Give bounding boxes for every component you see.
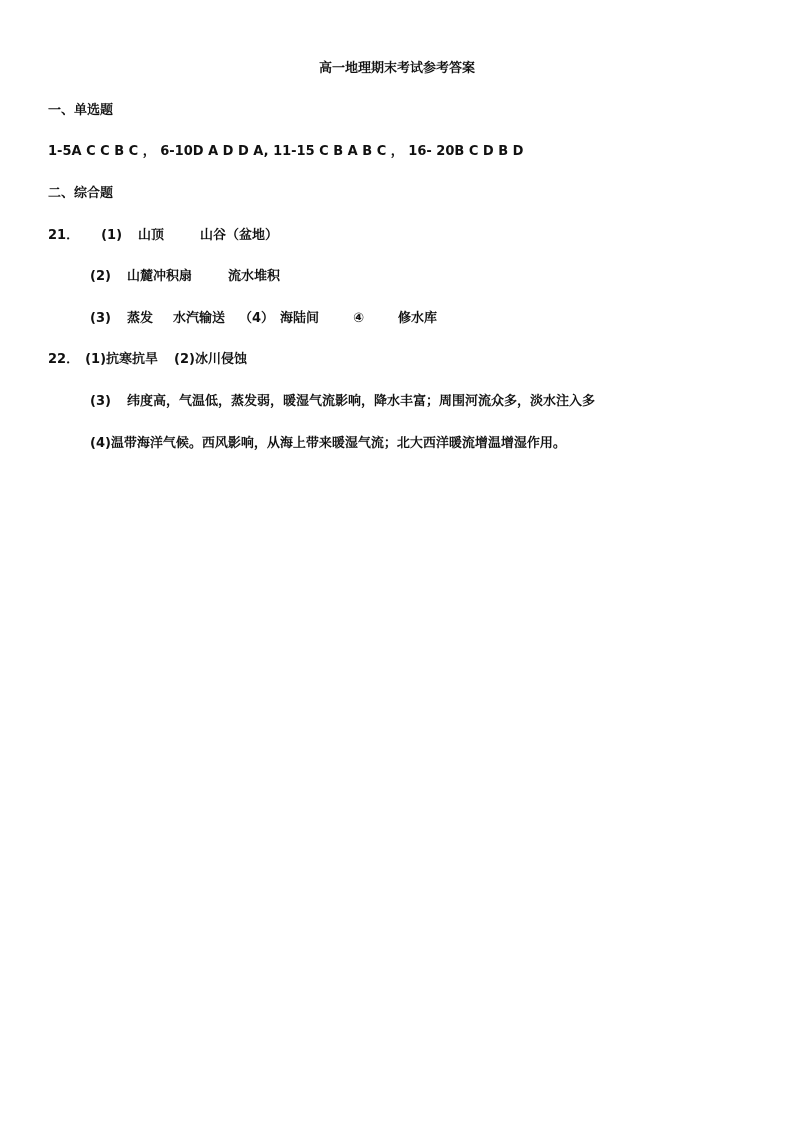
q21-part1-label: (1) [101, 228, 123, 243]
q22-part3-label: (3) [90, 394, 111, 409]
q21-row-1 [48, 227, 278, 245]
q22-part2-answer: (2)冰川侵蚀 [174, 352, 247, 367]
q22-row-3 [90, 435, 566, 453]
q21-part4-answer-a: 海陆间 [280, 311, 320, 326]
q21-part4-answer-c: 修水库 [398, 311, 438, 326]
q22-number: 22． [48, 352, 80, 367]
q21-part2-label: (2) [90, 269, 111, 284]
q21-part2-answer-a: 山麓冲积扇 [126, 269, 192, 284]
q21-part3-answer-a: 蒸发 [126, 311, 153, 326]
q21-number: 21． [48, 228, 80, 243]
q21-part4-label: （4） [238, 311, 275, 326]
q22-row-1 [48, 351, 247, 369]
section-heading-single-choice: 一、单选题 [48, 103, 114, 118]
section-heading-comprehensive: 二、综合题 [48, 186, 114, 201]
q22-part1-answer: (1)抗寒抗旱 [85, 352, 159, 367]
q21-part2-answer-b: 流水堆积 [227, 269, 280, 284]
q21-row-2 [90, 268, 280, 286]
q21-part1-answer-b: 山谷（盆地） [200, 228, 279, 243]
q21-row-3 [90, 310, 437, 328]
q21-part3-answer-b: 水汽输送 [172, 311, 225, 326]
document-title: 高一地理期末考试参考答案 [318, 61, 475, 76]
q22-part3-answer: 纬度高，气温低，蒸发弱，暖湿气流影响，降水丰富；周围河流众多，淡水注入多 [126, 394, 595, 409]
q21-part4-answer-b: ④ [353, 311, 365, 326]
q22-part4-answer: (4)温带海洋气候。西风影响，从海上带来暖湿气流；北大西洋暖流增温增湿作用。 [90, 436, 566, 451]
single-choice-answers: 1-5A C C B C ， 6-10D A D D A, 11-15 C B A B C ， 16- 20B C D B D [48, 144, 524, 159]
q22-row-2 [90, 393, 595, 411]
q21-part1-answer-a: 山顶 [138, 228, 165, 243]
q21-part3-label: (3) [90, 311, 111, 326]
